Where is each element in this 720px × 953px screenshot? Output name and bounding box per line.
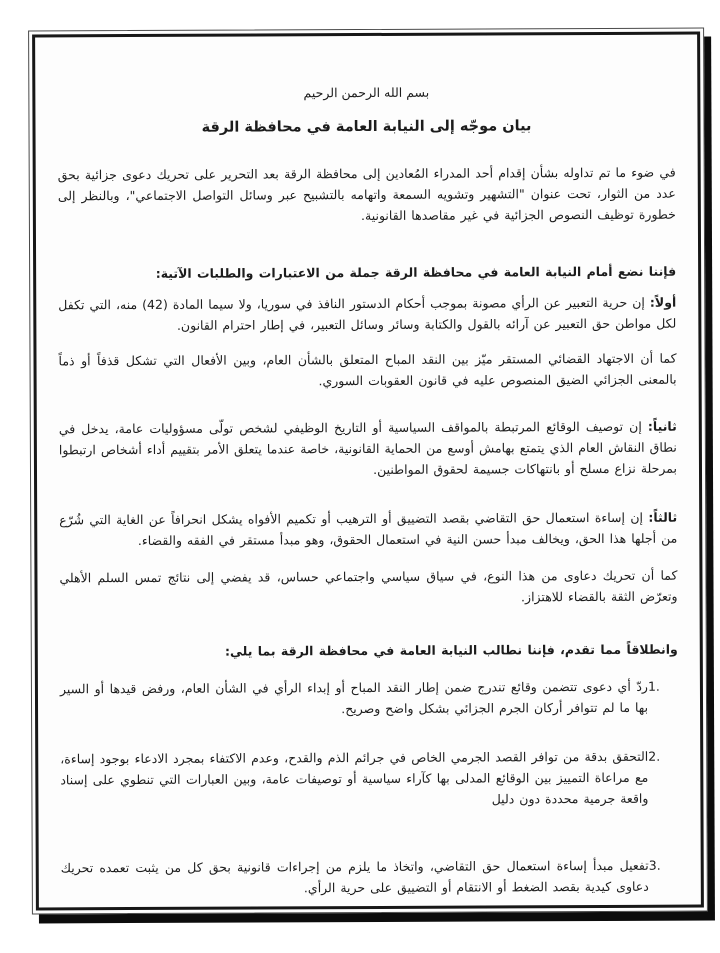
section-second-label: ثانياً: <box>647 418 677 434</box>
list-item-number: 3. <box>648 857 661 873</box>
list-item-number: 2. <box>648 748 661 764</box>
section-second-text: إن توصيف الوقائع المرتبطة بالمواقف السياسية أو التاريخ الوظيفي لشخص تولّى مسؤوليات عامة، يدخل في نطاق النقاش العام الذي يتمتع بهامش أوسع من الحماية القانونية، خاصة عندما يتعلق الأمر بتقييم أداء أشخاص ارتبطوا بمرحلة نزاع مسلح أو بانتهاكات جسيمة لحقوق المواطنين. <box>58 418 678 477</box>
demands-heading: وانطلاقاً مما تقدم، فإننا نطالب النيابة العامة في محافظة الرقة بما يلي: <box>224 641 678 659</box>
list-item <box>60 746 678 812</box>
section-first-label: أولاً: <box>649 294 677 310</box>
list-item <box>60 676 678 721</box>
considerations-heading: فإننا نضع أمام النيابة العامة في محافظة الرقة جملة من الاعتبارات والطلبات الآتية: <box>155 263 677 281</box>
section-first-text: إن حرية التعبير عن الرأي مصونة بموجب أحكام الدستور النافذ في سوريا، ولا سيما المادة (42) منه، التي تكفل لكل مواطن حق التعبير عن آرائه بالقول والكتابة وسائر وسائل التعبير، في إطار احترام القانون. <box>58 294 677 333</box>
document-title: بيان موجّه إلى النيابة العامة في محافظة الرقة <box>201 118 532 136</box>
scanned-page <box>28 28 708 915</box>
list-item-text: التحقق بدقة من توافر القصد الجرمي الخاص في جرائم الذم والقدح، وعدم الاكتفاء بمجرد الادعاء بوجود إساءة، مع مراعاة التمييز بين الوقائع المدلى بها كآراء سياسية أو توصيفات عامة، وبين العبارات التي تنطوي على إسناد واقعة جرمية محددة دون دليل <box>60 748 649 807</box>
section-third-extra: كما أن تحريك دعاوى من هذا النوع، في سياق سياسي واجتماعي حساس، قد يفضي إلى نتائج تمس السلم الأهلي وتعرّض الثقة بالقضاء للاهتزاز. <box>59 567 678 605</box>
section-third <box>59 507 677 552</box>
list-item-text: تفعيل مبدأ إساءة استعمال حق التقاضي، واتخاذ ما يلزم من إجراءات قانونية بحق كل من يثبت تعمده تحريك دعاوى كيدية بقصد الضغط أو الانتقام أو التضييق على حرية الرأي. <box>60 857 649 896</box>
basmala-text: بسم الله الرحمن الرحيم <box>303 84 430 101</box>
list-item <box>61 855 679 900</box>
section-second <box>59 416 677 482</box>
section-third-text: إن إساءة استعمال حق التقاضي بقصد التضييق أو الترهيب أو تكميم الأفواه يشكل انحرافاً عن الغاية التي شُرّع من أجلها هذا الحق، ويخالف مبدأ حسن النية في استعمال الحقوق، وهو مبدأ مستقر في الفقه والقضاء. <box>59 509 678 549</box>
intro-paragraph: في ضوء ما تم تداوله بشأن إقدام أحد المدراء المُعادين إلى محافظة الرقة بعد التحرير على تحريك دعوى جزائية بحق عدد من الثوار، تحت عنوان "التشهير وتشويه السمعة واتهامه بالتشبيح عبر وسائل التواصل الاجتماعي"، وبالنظر إلى خطورة توظيف النصوص الجزائية في غير مقاصدها القانونية. <box>57 164 676 224</box>
page-border-inner <box>32 32 704 911</box>
list-item-number: 1. <box>647 678 660 694</box>
section-first-extra: كما أن الاجتهاد القضائي المستقر ميّز بين النقد المباح المتعلق بالشأن العام، وبين الأفعال التي تشكل قذفاً أو ذماً بالمعنى الجزائي الضيق المنصوص عليه في قانون العقوبات السوري. <box>58 350 677 389</box>
section-first <box>58 292 676 337</box>
section-third-label: ثالثاً: <box>648 509 678 525</box>
list-item-text: ردّ أي دعوى تتضمن وقائع تندرج ضمن إطار النقد المباح أو إبداء الرأي في الشأن العام، ورفض قيدها أو السير بها ما لم تتوافر أركان الجرم الجزائي بشكل واضح وصريح. <box>59 678 649 717</box>
